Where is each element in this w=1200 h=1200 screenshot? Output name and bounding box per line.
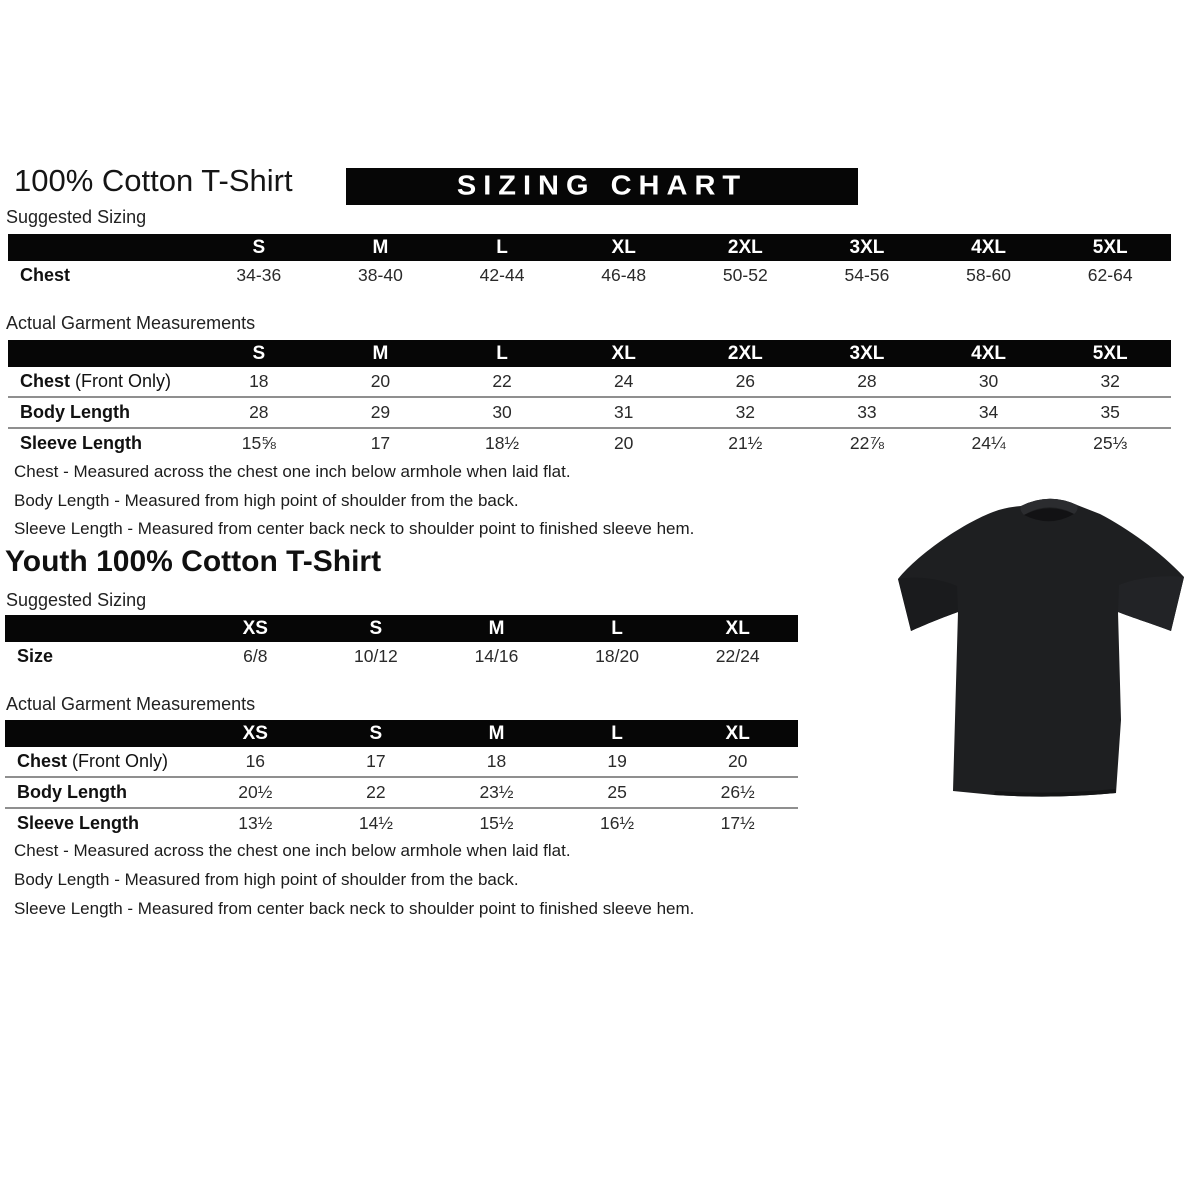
page-title: 100% Cotton T-Shirt [14,163,293,198]
table-row [5,747,798,776]
size-column-header: XS [242,722,268,744]
measurement-value: 10/12 [353,646,398,666]
table-row [5,642,798,671]
measurement-value: 34-36 [236,265,282,285]
measurement-value: 25 [607,782,627,802]
size-column-header: XL [725,617,750,639]
size-column-header: 3XL [849,342,885,364]
measurement-note-sleeve-length: Sleeve Length - Measured from center back neck to shoulder point to finished sleeve hem. [14,519,695,538]
size-column-header: 2XL [727,342,763,364]
measurement-value: 58-60 [966,265,1011,285]
measurement-value: 29 [370,402,391,422]
size-column-header: M [372,236,389,258]
size-column-header: XL [611,236,636,258]
table-row [8,367,1171,396]
size-column-header: S [252,342,266,364]
table-row [8,261,1171,290]
tshirt-right-sleeve-shade [1118,576,1184,631]
measurement-value: 32 [735,402,756,422]
adult-measurement-notes [14,458,694,544]
adult-actual-measurements-label: Actual Garment Measurements [6,313,256,333]
measurement-value: 32 [1100,371,1120,391]
youth-actual-measurements-label: Actual Garment Measurements [6,694,256,714]
size-column-header: XL [611,342,636,364]
table-row [5,776,798,807]
measurement-value: 19 [607,751,627,771]
measurement-note-body-length: Body Length - Measured from high point of shoulder from the back. [14,870,519,889]
measurement-value: 13½ [238,813,273,833]
table-row [8,427,1171,458]
row-label: Chest (Front Only) [20,371,172,391]
measurement-value: 30 [492,402,512,422]
row-label: Sleeve Length [20,433,143,453]
size-column-header: L [496,236,508,258]
size-column-header: XL [725,722,750,744]
table-header-row [8,234,1171,261]
sizing-chart-banner-text: SIZING CHART [456,170,748,202]
measurement-value: 26 [735,371,756,391]
measurement-value: 22/24 [715,646,760,666]
measurement-value: 14/16 [474,646,519,666]
measurement-value: 46-48 [601,265,647,285]
measurement-value: 20 [727,751,748,771]
youth-measurement-notes [14,836,694,923]
measurement-value: 31 [613,402,634,422]
row-label: Size [17,646,54,666]
row-label: Chest [20,265,71,285]
measurement-value: 35 [1100,402,1120,422]
youth-suggested-sizing-label: Suggested Sizing [6,590,147,610]
size-column-header: 3XL [849,236,885,258]
measurement-value: 18 [486,751,507,771]
table-row [5,807,798,838]
measurement-value: 22 [492,371,512,391]
adult-suggested-sizing-label: Suggested Sizing [6,207,147,227]
measurement-value: 42-44 [479,265,525,285]
size-column-header: L [611,722,623,744]
measurement-value: 17 [370,433,391,453]
measurement-value: 16½ [600,813,635,833]
measurement-value: 20 [613,433,634,453]
measurement-value: 34 [978,402,999,422]
measurement-value: 18½ [485,433,520,453]
measurement-note-sleeve-length: Sleeve Length - Measured from center back neck to shoulder point to finished sleeve hem. [14,899,695,918]
measurement-value: 24¼ [971,433,1006,453]
youth-suggested-sizing-table [5,615,798,671]
measurement-note-chest: Chest - Measured across the chest one inch below armhole when laid flat. [14,841,571,860]
size-column-header: XS [242,617,268,639]
measurement-value: 62-64 [1087,265,1133,285]
measurement-value: 22⅞ [849,433,884,453]
measurement-value: 38-40 [358,265,403,285]
sizing-chart-banner [346,168,858,205]
size-column-header: S [252,236,266,258]
black-tshirt-photo [893,490,1198,810]
row-label: Body Length [17,782,127,802]
measurement-value: 54-56 [844,265,890,285]
size-column-header: 5XL [1092,236,1128,258]
measurement-value: 25⅓ [1093,433,1128,453]
size-column-header: M [488,617,505,639]
youth-section-title: Youth 100% Cotton T-Shirt [5,545,382,578]
measurement-value: 28 [249,402,269,422]
size-column-header: 4XL [971,342,1006,364]
measurement-value: 16 [245,751,266,771]
table-row [8,396,1171,427]
measurement-note-body-length: Body Length - Measured from high point of shoulder from the back. [14,490,519,510]
tshirt-illustration [893,490,1198,810]
adult-suggested-sizing-table [8,234,1171,290]
adult-actual-measurements-table [8,340,1171,458]
size-column-header: 5XL [1092,342,1128,364]
row-label: Body Length [20,402,130,422]
size-column-header: L [496,342,508,364]
measurement-value: 28 [857,371,877,391]
table-header-row [8,340,1171,367]
size-column-header: L [611,617,623,639]
measurement-value: 20½ [238,782,273,802]
measurement-value: 30 [978,371,999,391]
size-column-header: M [372,342,389,364]
tshirt-left-sleeve-shade [898,578,958,631]
size-column-header: S [369,617,383,639]
measurement-value: 50-52 [722,265,768,285]
measurement-value: 23½ [479,782,514,802]
measurement-value: 17½ [720,813,755,833]
measurement-value: 15½ [479,813,514,833]
measurement-value: 18 [249,371,269,391]
table-header-row [5,720,798,747]
measurement-value: 33 [857,402,877,422]
size-column-header: M [488,722,505,744]
measurement-value: 20 [370,371,391,391]
measurement-value: 18/20 [595,646,639,666]
row-label: Chest (Front Only) [17,751,169,771]
measurement-value: 26½ [720,782,755,802]
measurement-note-chest: Chest - Measured across the chest one inch below armhole when laid flat. [14,462,571,481]
size-column-header: 4XL [971,236,1006,258]
table-header-row [5,615,798,642]
size-column-header: S [369,722,383,744]
row-label: Sleeve Length [17,813,140,833]
measurement-value: 21½ [728,433,763,453]
youth-actual-measurements-table [5,720,798,838]
measurement-value: 14½ [358,813,393,833]
measurement-value: 22 [366,782,386,802]
measurement-value: 17 [366,751,386,771]
measurement-value: 24 [613,371,634,391]
measurement-value: 6/8 [243,646,268,666]
measurement-value: 15⅝ [241,433,276,453]
size-column-header: 2XL [727,236,763,258]
tshirt-body-shape [898,499,1184,797]
